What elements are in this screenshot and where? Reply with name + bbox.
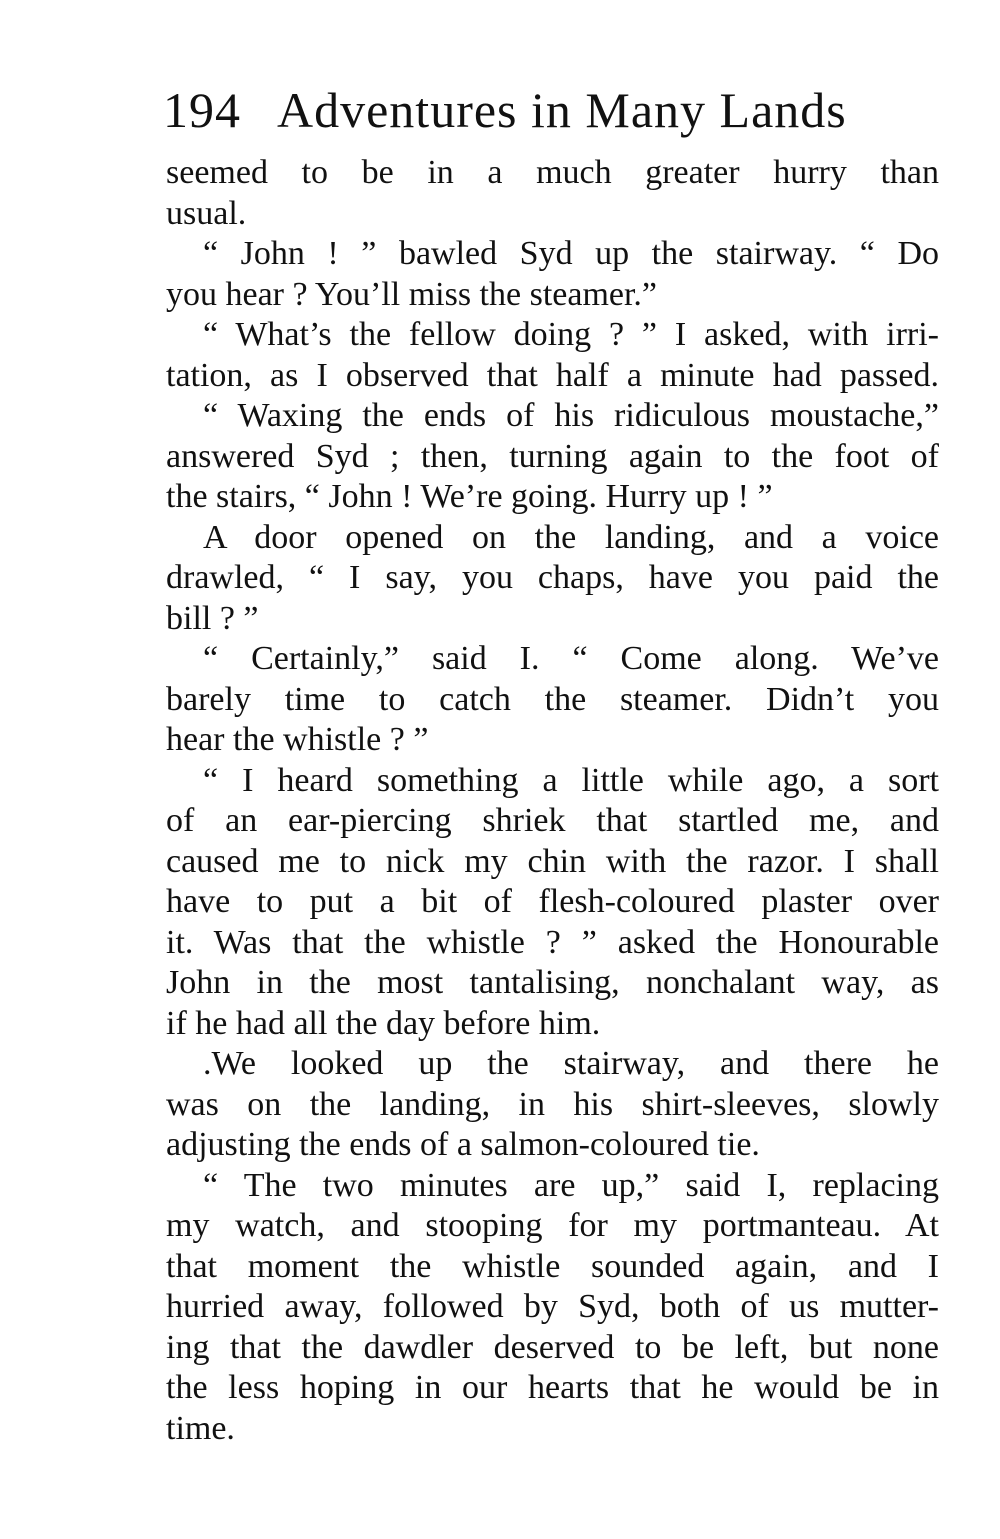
text-line: have to put a bit of flesh-coloured plaster over	[166, 883, 939, 920]
text-line: the less hoping in our hearts that he would be in	[166, 1369, 939, 1406]
text-line: it. Was that the whistle ? ” asked the Honourable	[166, 923, 939, 961]
text-line: you hear ? You’ll miss the steamer.”	[166, 275, 658, 313]
text-line: that moment the whistle sounded again, and I	[166, 1247, 939, 1285]
text-line: usual.	[166, 194, 247, 232]
body-text	[166, 153, 939, 1449]
text-line: the stairs, “ John ! We’re going. Hurry up ! ”	[166, 478, 773, 515]
text-line: A door opened on the landing, and a voice	[203, 518, 939, 556]
text-line: hurried away, followed by Syd, both of us mutter-	[166, 1288, 939, 1325]
text-line: was on the landing, in his shirt-sleeves, slowly	[166, 1085, 939, 1123]
text-line: “ What’s the fellow doing ? ” I asked, with irri-	[203, 316, 939, 353]
text-line: bill ? ”	[166, 599, 259, 637]
text-line: answered Syd ; then, turning again to the foot of	[166, 437, 939, 475]
text-line: adjusting the ends of a salmon-coloured tie.	[166, 1126, 760, 1163]
text-line: tation, as I observed that half a minute had passed.	[166, 356, 939, 394]
text-line: barely time to catch the steamer. Didn’t you	[166, 680, 939, 718]
text-line: ing that the dawdler deserved to be left, but none	[166, 1328, 939, 1366]
text-line: drawled, “ I say, you chaps, have you paid the	[166, 559, 939, 596]
text-line: of an ear-piercing shriek that startled me, and	[166, 802, 939, 839]
text-line: hear the whistle ? ”	[166, 721, 429, 758]
text-line: John in the most tantalising, nonchalant way, as	[166, 964, 939, 1001]
text-line: “ John ! ” bawled Syd up the stairway. “ Do	[203, 235, 939, 272]
text-line: if he had all the day before him.	[166, 1004, 601, 1042]
text-line: “ Waxing the ends of his ridiculous moustache,”	[203, 397, 939, 434]
text-line: .We looked up the stairway, and there he	[203, 1045, 939, 1082]
text-line: “ The two minutes are up,” said I, replacing	[203, 1166, 939, 1204]
page-number: 194	[163, 82, 241, 138]
text-line: my watch, and stooping for my portmanteau. At	[166, 1207, 939, 1244]
text-line: time.	[166, 1409, 235, 1447]
text-line: “ I heard something a little while ago, a sort	[203, 761, 939, 799]
text-line: “ Certainly,” said I. “ Come along. We’ve	[203, 640, 939, 677]
text-line: seemed to be in a much greater hurry than	[166, 154, 939, 191]
running-head	[163, 78, 923, 142]
book-title: Adventures in Many Lands	[277, 82, 847, 138]
text-line: caused me to nick my chin with the razor. I shall	[166, 842, 939, 880]
